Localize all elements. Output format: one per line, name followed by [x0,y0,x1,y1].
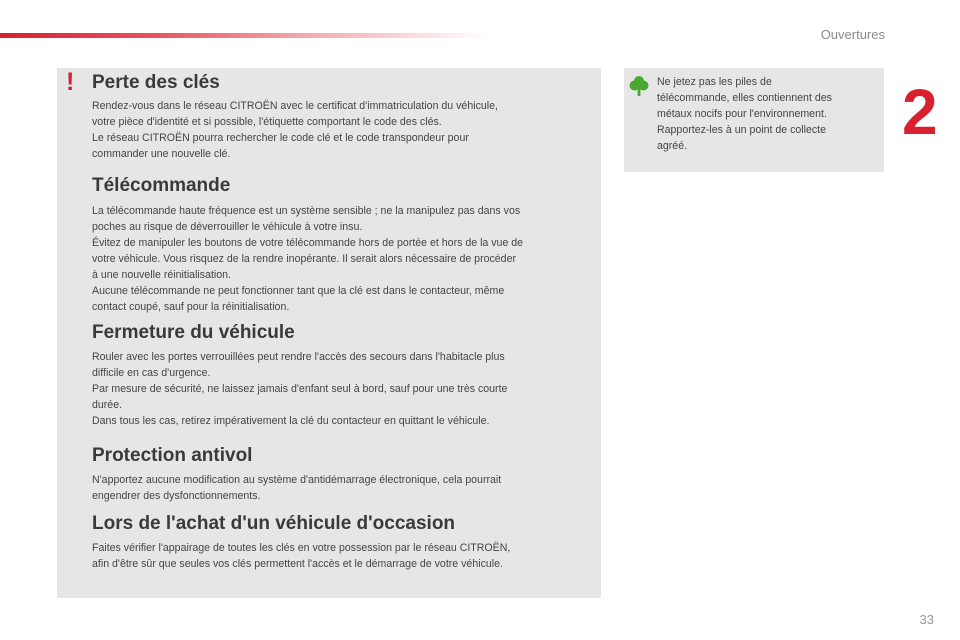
text-line: à une nouvelle réinitialisation. [92,269,231,281]
heading-fermeture: Fermeture du véhicule [92,322,295,343]
heading-antivol: Protection antivol [92,445,253,466]
paragraph-telecommande [92,203,597,315]
text-line: votre véhicule. Vous risquez de la rendre inopérante. Il serait alors nécessaire de procéder [92,253,516,265]
paragraph-antivol [92,472,597,504]
text-line: La télécommande haute fréquence est un système sensible ; ne la manipulez pas dans vos [92,205,521,217]
text-line: contact coupé, sauf pour la réinitialisation. [92,301,290,313]
text-line: agréé. [657,140,688,152]
paragraph-fermeture [92,349,597,429]
eco-note-text [657,74,877,154]
text-line: afin d'être sûr que seules vos clés permettent l'accès et le démarrage de votre véhicule. [92,558,503,570]
text-line: métaux nocifs pour l'environnement. [657,108,827,120]
text-line: Dans tous les cas, retirez impérativement la clé du contacteur en quittant le véhicule. [92,415,490,427]
paragraph-perte-des-cles [92,98,597,162]
heading-perte-des-cles: Perte des clés [92,72,220,93]
text-line: commander une nouvelle clé. [92,148,231,160]
text-line: engendrer des dysfonctionnements. [92,490,261,502]
text-line: télécommande, elles contiennent des [657,92,832,104]
text-line: Faites vérifier l'appairage de toutes les clés en votre possession par le réseau CITROËN, [92,542,511,554]
text-line: Aucune télécommande ne peut fonctionner tant que la clé est dans le contacteur, même [92,285,505,297]
section-label: Ouvertures [820,27,885,42]
text-line: poches au risque de déverrouiller le véhicule à votre insu. [92,221,363,233]
text-line: Ne jetez pas les piles de [657,76,772,88]
text-line: Rapportez-les à un point de collecte [657,124,827,136]
text-line: Évitez de manipuler les boutons de votre télécommande hors de portée et hors de la vue de [92,237,524,249]
chapter-number: 2 [902,76,938,148]
warning-exclamation-icon: ! [66,68,75,96]
heading-occasion: Lors de l'achat d'un véhicule d'occasion [92,513,456,534]
tree-eco-icon [629,75,649,97]
text-line: votre pièce d'identité et si possible, l'étiquette comportant le code des clés. [92,116,442,128]
text-line: durée. [92,399,123,411]
text-line: Le réseau CITROËN pourra rechercher le code clé et le code transpondeur pour [92,132,469,144]
page-number: 33 [919,612,934,627]
text-line: Par mesure de sécurité, ne laissez jamais d'enfant seul à bord, sauf pour une très courte [92,383,508,395]
text-line: N'apportez aucune modification au système d'antidémarrage électronique, cela pourrait [92,474,502,486]
heading-telecommande: Télécommande [92,175,231,196]
text-line: difficile en cas d'urgence. [92,367,211,379]
text-line: Rouler avec les portes verrouillées peut rendre l'accès des secours dans l'habitacle plus [92,351,505,363]
text-line: Rendez-vous dans le réseau CITROËN avec le certificat d'immatriculation du véhicule, [92,100,498,112]
paragraph-occasion [92,540,597,572]
header-accent-bar [0,33,490,38]
